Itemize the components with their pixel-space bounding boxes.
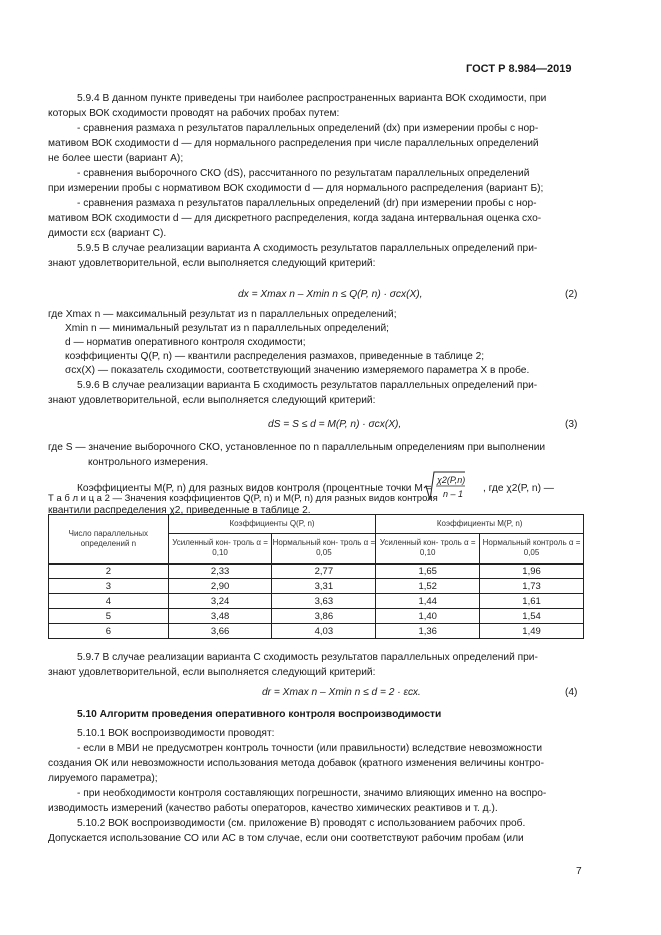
- variant-a-line3: не более шести (вариант А);: [48, 153, 184, 164]
- formula-4-number: (4): [565, 687, 578, 698]
- where2-line2: Xmin n — минимальный результат из n параллельных определений;: [65, 323, 389, 334]
- table-cell: 1,96: [480, 564, 584, 579]
- table-row: [49, 609, 584, 624]
- group-m-header: Коэффициенты M(P, n): [376, 515, 584, 534]
- section-5-10-title: 5.10 Алгоритм проведения оперативного контроля воспроизводимости: [77, 709, 442, 720]
- p595-line1: 5.9.5 В случае реализации варианта А сходимость результатов параллельных определений при-: [77, 243, 538, 254]
- where2-line4: коэффициенты Q(P, n) — квантили распределения размахов, приведенные в таблице 2;: [65, 351, 485, 362]
- table-cell: 3: [49, 579, 169, 594]
- table-cell: 1,40: [376, 609, 480, 624]
- p5101-a3: лируемого параметра);: [48, 773, 158, 784]
- p5101-a2: создания ОК или невозможности использования метода добавок (кратного изменения величины контро-: [48, 758, 544, 769]
- p595-line2: знают удовлетворительной, если выполняется следующий критерий:: [48, 258, 376, 269]
- where2-line5: σcx(X) — показатель сходимости, соответствующий значению измеряемого параметра X в пробе.: [65, 365, 530, 376]
- variant-b-line1: - сравнения выборочного СКО (dS), рассчитанного по результатам параллельных определений: [77, 168, 530, 179]
- table-cell: 1,54: [480, 609, 584, 624]
- table-cell: 3,86: [272, 609, 376, 624]
- table-cell: 4: [49, 594, 169, 609]
- table-cell: 3,63: [272, 594, 376, 609]
- p5102-line1: 5.10.2 ВОК воспроизводимости (см. приложение В) проводят с использованием рабочих проб.: [77, 818, 526, 829]
- coef-line1a: Коэффициенты M(P, n) для разных видов контроля (процентные точки M =: [77, 483, 432, 494]
- table-row: [49, 594, 584, 609]
- formula-3: dS = S ≤ d = M(P, n) · σcx(X),: [268, 419, 402, 430]
- sub-m2-header: Нормальный контроль α = 0,05: [480, 534, 584, 564]
- where3-line1: где S — значение выборочного СКО, установленное по n параллельным определениям при выполнении: [48, 442, 546, 453]
- coef-line2: квантили распределения χ2, приведенные в таблице 2.: [48, 505, 311, 516]
- p597-line1: 5.9.7 В случае реализации варианта С сходимость результатов параллельных определений при-: [77, 652, 538, 663]
- p596-line1: 5.9.6 В случае реализации варианта Б сходимость результатов параллельных определений при-: [77, 380, 538, 391]
- sub-q2-header: Нормальный кон- троль α = 0,05: [272, 534, 376, 564]
- table-cell: 2: [49, 564, 169, 579]
- table-cell: 1,73: [480, 579, 584, 594]
- p596-line2: знают удовлетворительной, если выполняется следующий критерий:: [48, 395, 376, 406]
- table-cell: 1,36: [376, 624, 480, 639]
- where3-line2: контрольного измерения.: [88, 457, 209, 468]
- table-cell: 3,31: [272, 579, 376, 594]
- page-number: 7: [576, 866, 582, 877]
- coef-line1b: , где χ2(P, n) —: [483, 483, 554, 494]
- table-cell: 1,61: [480, 594, 584, 609]
- variant-a-line2: мативом ВОК сходимости d — для нормального распределения при числе параллельных определений: [48, 138, 539, 149]
- table-cell: 5: [49, 609, 169, 624]
- table-row: [49, 579, 584, 594]
- table-cell: 1,49: [480, 624, 584, 639]
- table-row: [49, 624, 584, 639]
- variant-c-line2: мативом ВОК сходимости d — для дискретного распределения, когда задана интервальная оценка схо-: [48, 213, 542, 224]
- sub-m1-header: Усиленный кон- троль α = 0,10: [376, 534, 480, 564]
- variant-c-line3: димости εсх (вариант С).: [48, 228, 167, 239]
- col-n-header: Число параллельных определений n: [49, 515, 169, 564]
- frac-numerator: χ2(P,n): [437, 475, 466, 485]
- where2-line1: где Xmax n — максимальный результат из n параллельных определений;: [48, 309, 397, 320]
- table-caption: Т а б л и ц а 2 — Значения коэффициентов Q(P, n) и M(P, n) для разных видов контроля: [48, 493, 438, 504]
- p594-line1: 5.9.4 В данном пункте приведены три наиболее распространенных варианта ВОК сходимости, при: [77, 93, 547, 104]
- table-cell: 3,66: [168, 624, 272, 639]
- formula-3-number: (3): [565, 419, 578, 430]
- p5101-b2: изводимость измерений (качество работы операторов, качество химических реактивов и т. д.).: [48, 803, 498, 814]
- table-cell: 2,33: [168, 564, 272, 579]
- coefficients-table: [48, 514, 584, 639]
- p5101-b1: - при необходимости контроля составляющих погрешности, значимо влияющих именно на воспро-: [77, 788, 547, 799]
- p594-line2: которых ВОК сходимости проводят на рабочих пробах путем:: [48, 108, 340, 119]
- p5101-line1: 5.10.1 ВОК воспроизводимости проводят:: [77, 728, 275, 739]
- table-cell: 2,77: [272, 564, 376, 579]
- table-cell: 1,52: [376, 579, 480, 594]
- formula-2-number: (2): [565, 289, 578, 300]
- table-row: [49, 564, 584, 579]
- variant-c-line1: - сравнения размаха n результатов параллельных определений (dr) при измерении пробы с нор-: [77, 198, 537, 209]
- p597-line2: знают удовлетворительной, если выполняется следующий критерий:: [48, 667, 376, 678]
- where2-line3: d — норматив оперативного контроля сходимости;: [65, 337, 306, 348]
- table-cell: 2,90: [168, 579, 272, 594]
- table-cell: 4,03: [272, 624, 376, 639]
- table-cell: 3,48: [168, 609, 272, 624]
- frac-denominator: n – 1: [443, 489, 464, 499]
- table-cell: 1,44: [376, 594, 480, 609]
- document-header: ГОСТ Р 8.984—2019: [466, 63, 572, 75]
- formula-4: dr = Xmax n – Xmin n ≤ d = 2 · εсх.: [262, 687, 421, 698]
- variant-b-line2: при измерении пробы с нормативом ВОК сходимости d — для нормального распределения (вариант Б);: [48, 183, 544, 194]
- p5102-line2: Допускается использование СО или АС в том случае, если они соответствуют рабочим пробам (или: [48, 833, 524, 844]
- variant-a-line1: - сравнения размаха n результатов параллельных определений (dx) при измерении пробы с нор-: [77, 123, 539, 134]
- group-q-header: Коэффициенты Q(P, n): [168, 515, 376, 534]
- sub-q1-header: Усиленный кон- троль α = 0,10: [168, 534, 272, 564]
- table-cell: 3,24: [168, 594, 272, 609]
- formula-2: dx = Xmax n – Xmin n ≤ Q(P, n) · σcx(X),: [238, 289, 423, 300]
- table-cell: 6: [49, 624, 169, 639]
- table-cell: 1,65: [376, 564, 480, 579]
- p5101-a1: - если в МВИ не предусмотрен контроль точности (или правильности) вследствие невозможности: [77, 743, 543, 754]
